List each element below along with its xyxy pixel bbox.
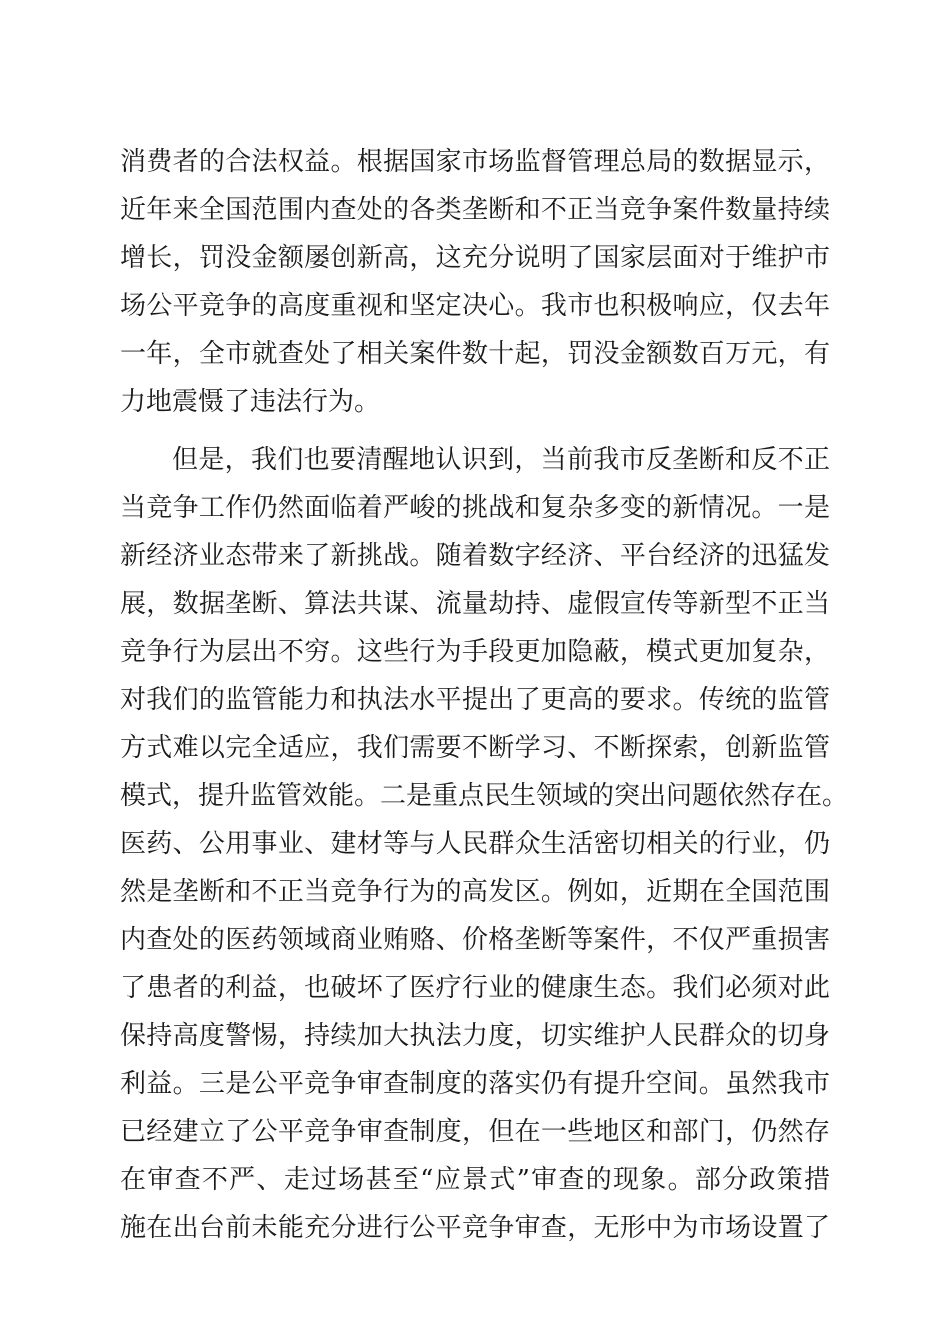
text-line: 当竞争工作仍然面临着严峻的挑战和复杂多变的新情况。一是 (120, 493, 830, 523)
paragraph-1 (120, 138, 830, 426)
text-line: 新经济业态带来了新挑战。随着数字经济、平台经济的迅猛发 (120, 541, 830, 571)
paragraph-gap (120, 426, 830, 436)
text-line: 然是垄断和不正当竞争行为的高发区。例如，近期在全国范围 (120, 877, 830, 907)
text-line: 一年，全市就查处了相关案件数十起，罚没金额数百万元，有 (120, 339, 830, 369)
text-line: 力地震慑了违法行为。 (120, 387, 381, 417)
text-line: 但是，我们也要清醒地认识到，当前我市反垄断和反不正 (172, 445, 830, 475)
text-line: 场公平竞争的高度重视和坚定决心。我市也积极响应，仅去年 (120, 291, 830, 321)
text-line: 利益。三是公平竞争审查制度的落实仍有提升空间。虽然我市 (120, 1069, 830, 1099)
text-line: 保持高度警惕，持续加大执法力度，切实维护人民群众的切身 (120, 1021, 830, 1051)
text-line: 方式难以完全适应，我们需要不断学习、不断探索，创新监管 (120, 733, 830, 763)
text-line: 医药、公用事业、建材等与人民群众生活密切相关的行业，仍 (120, 829, 830, 859)
text-line: 增长，罚没金额屡创新高，这充分说明了国家层面对于维护市 (120, 243, 830, 273)
text-line: 在审查不严、走过场甚至“应景式”审查的现象。部分政策措 (120, 1165, 830, 1195)
text-line: 模式，提升监管效能。二是重点民生领域的突出问题依然存在。 (120, 781, 849, 811)
text-line: 内查处的医药领域商业贿赂、价格垄断等案件，不仅严重损害 (120, 925, 830, 955)
text-line: 消费者的合法权益。根据国家市场监督管理总局的数据显示， (120, 147, 830, 177)
text-line: 对我们的监管能力和执法水平提出了更高的要求。传统的监管 (120, 685, 830, 715)
text-line: 已经建立了公平竞争审查制度，但在一些地区和部门，仍然存 (120, 1117, 830, 1147)
body-text (120, 138, 849, 1252)
text-line: 了患者的利益，也破坏了医疗行业的健康生态。我们必须对此 (120, 973, 830, 1003)
text-line: 施在出台前未能充分进行公平竞争审查，无形中为市场设置了 (120, 1213, 830, 1243)
text-line: 竞争行为层出不穷。这些行为手段更加隐蔽，模式更加复杂， (120, 637, 830, 667)
paragraph-2 (120, 436, 849, 1252)
text-line: 近年来全国范围内查处的各类垄断和不正当竞争案件数量持续 (120, 195, 830, 225)
text-line: 展，数据垄断、算法共谋、流量劫持、虚假宣传等新型不正当 (120, 589, 830, 619)
